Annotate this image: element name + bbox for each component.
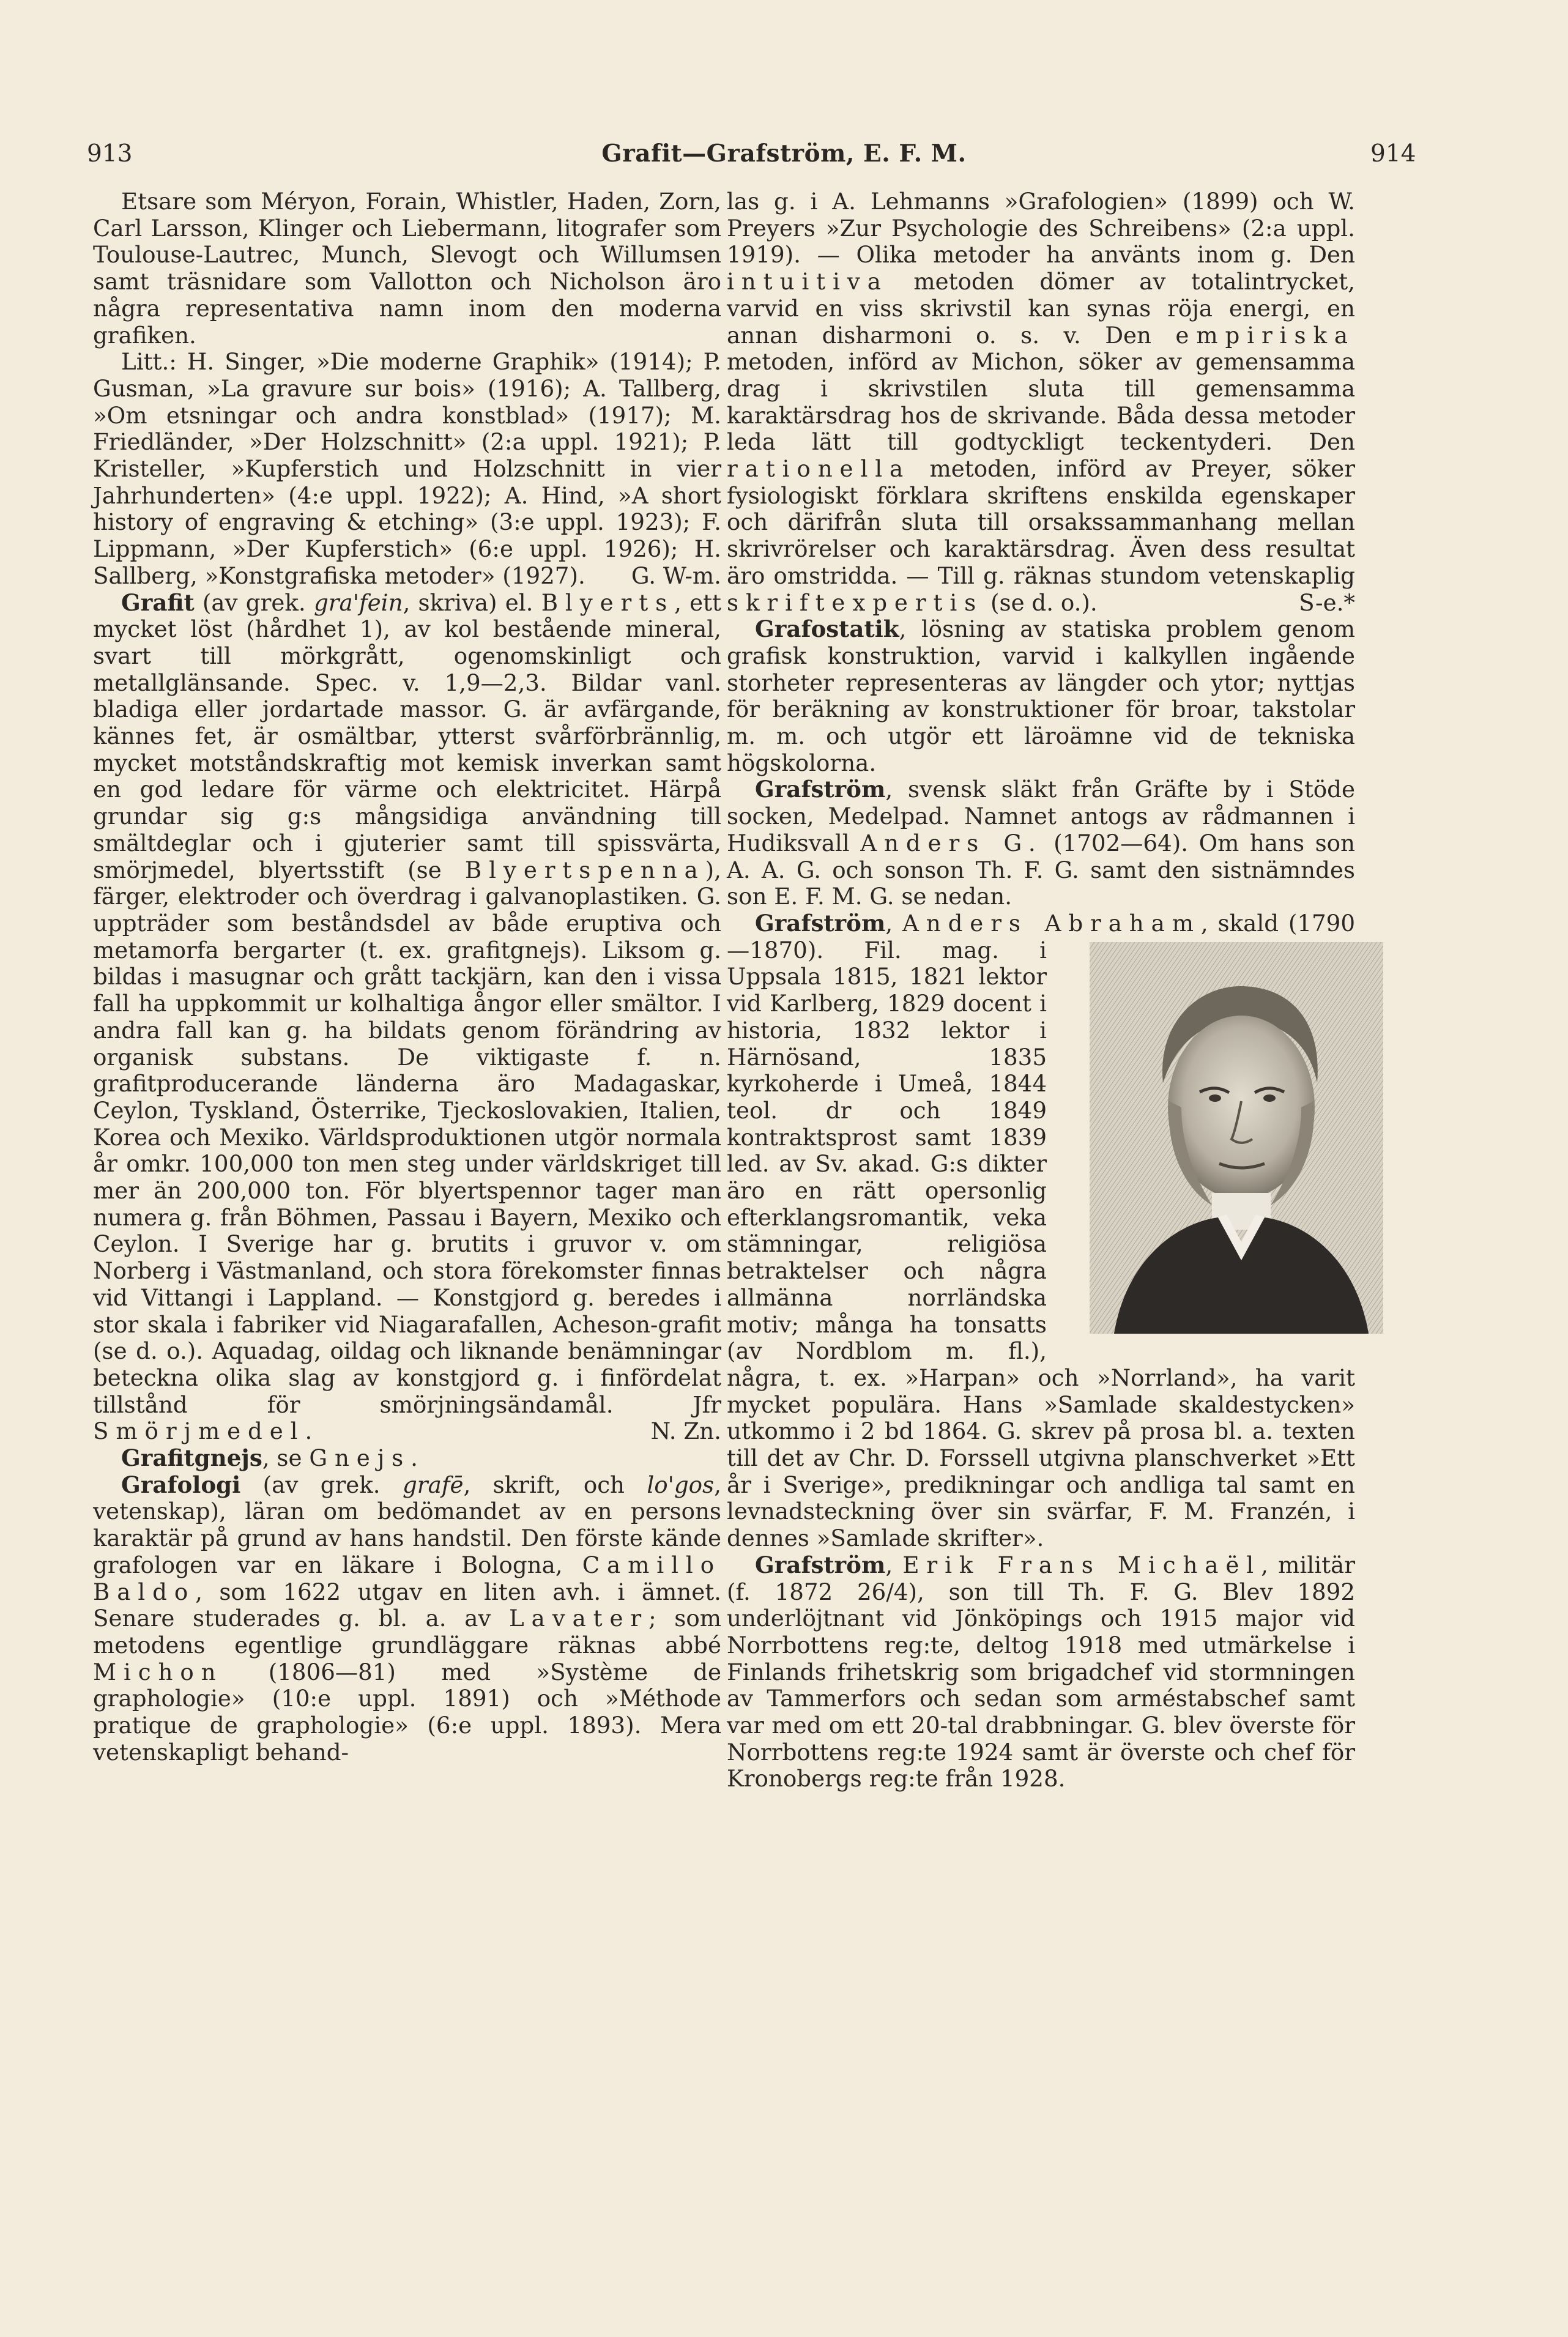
birth-date: 26/4 [857, 1578, 908, 1605]
headword-grafit: Grafit [121, 589, 195, 616]
spaced-term: intuitiva [727, 268, 888, 295]
text: metoden, införd av Preyer, söker fysiologiskt förklara skriftens enskilda egenskaper och därifrån sluta till orsakssammanhang mellan skrivrörelser och karaktärsdrag. Även dess resultat äro omstridda. — Till g. räknas stundom vetenskaplig [727, 455, 1355, 589]
text: metoden dömer av totalintrycket, varvid en viss skrivstil kan synas röja energi, en annan disharmoni o. s. v. Den [727, 268, 1355, 349]
text: las g. i A. Lehmanns »Grafologien» (1899) och W. Preyers »Zur Psychologie des Schreibens» (2:a uppl. 1919). — Olika metoder ha använts inom g. Den [727, 188, 1355, 269]
paragraph-litt [93, 349, 721, 589]
running-head: Grafit—Grafström, E. F. M. [601, 139, 967, 168]
grafologi-continuation [727, 188, 1355, 616]
page-number-right: 914 [1370, 140, 1416, 168]
text: , militär (f. 1872 [727, 1551, 1355, 1605]
entry-grafstrom-erik-frans-michael: Grafström, Erik Frans Michaël, militär (f. 1872 26/4), son till Th. F. G. Blev 1892 underlöjtnant vid Jönköpings och 1915 major vid Norrbottens reg:te, deltog 1918 med utmärkelse i Finlands frihetskrig som brigadchef vid stormningen av Tammerfors och sedan som arméstabschef samt var med om ett 20-tal drabbningar. G. blev överste för Norrbottens reg:te 1924 samt är överste och chef för Kronobergs reg:te från 1928. [727, 1551, 1355, 1793]
text: , skriva) el. [403, 589, 541, 616]
text: metoden, införd av Michon, söker av gemensamma drag i skrivstilen sluta till gemensamma karaktärsdrag hos de skrivande. Båda dessa metoder leda lätt till godtyckligt teckentyderi. Den [727, 348, 1355, 456]
litt-text: Litt.: H. Singer, »Die moderne Graphik» (1914); P. Gusman, »La gravure sur bois» (1916); A. Tallberg, »Om etsningar och andra konstblad» (1917); M. Friedländer, »Der Holzschnitt» (2:a uppl. 1921); P. Kristeller, »Kupferstich und Holzschnitt in vier Jahrhunderten» (4:e uppl. 1922); A. Hind, »A short history of engraving & etching» (3:e uppl. 1923); F. Lippmann, »Der Kupferstich» (6:e uppl. 1926); H. Sallberg, »Konstgrafiska metoder» (1927). [93, 348, 721, 589]
page-number-left: 913 [87, 140, 133, 168]
text: , svensk släkt från Gräfte by i Stöde socken, Medelpad. Namnet antogs av rådmannen i Hudiksvall [727, 776, 1355, 856]
right-column [727, 188, 1355, 1793]
signature: S-e.* [1299, 589, 1355, 616]
text: ; som metodens egentlige grundläggare räknas abbé [93, 1605, 722, 1659]
greek-term: grafē [402, 1471, 464, 1498]
text: , ett mycket löst (hårdhet 1), av kol bestående mineral, svart till mörkgrått, ogenomskinligt och metallglänsande. Spec. v. 1,9—2,3. Bildar vanl. bladiga eller jordartade massor. G. är avfärgande, kännes fet, är osmältbar, ytterst svårförbrännlig, mycket motståndskraftig mot kemisk inverkan samt en god ledare för värme och elektricitet. Härpå grundar sig g:s mångsidiga användning till smältdeglar och i gjuterier samt till spissvärta, smörjmedel, blyertsstift (se [93, 589, 721, 883]
text: , se [262, 1444, 310, 1472]
headword-grafologi: Grafologi [121, 1471, 241, 1498]
paragraph-etsare: Etsare som Méryon, Forain, Whistler, Haden, Zorn, Carl Larsson, Klinger och Liebermann, litografer som Toulouse-Lautrec, Munch, Slevogt och Willumsen samt träsnidare som Vallotton och Nicholson äro några representativa namn inom den moderna grafiken. [93, 188, 721, 349]
text: , som 1622 utgav en liten avh. i ämnet. Senare studerades g. bl. a. av [93, 1578, 721, 1632]
spaced-term: skriftexpertis [727, 589, 984, 616]
spaced-term: Blyerts [541, 589, 675, 616]
text: (se d. o.). [983, 589, 1098, 616]
headword-grafstrom: Grafström [755, 776, 886, 803]
text: ), son till Th. F. G. Blev 1892 underlöjtnant vid Jönköpings och 1915 major vid Norrbottens reg:te, deltog 1918 med utmärkelse i Finlands frihetskrig som brigadchef vid stormningen av Tammerfors och sedan som arméstabschef samt var med om ett 20-tal drabbningar. G. blev överste för Norrbottens reg:te 1924 samt är överste och chef för Kronobergs reg:te från 1928. [727, 1578, 1355, 1793]
spaced-term: Erik Frans Michaël [902, 1551, 1261, 1578]
text: (av grek. [240, 1471, 403, 1498]
spaced-term: Smörjmedel [93, 1417, 305, 1445]
text: ), färger, elektroder och överdrag i galvanoplastiken. G. uppträder som beståndsdel av både eruptiva och metamorfa bergarter (t. ex. grafitgnejs). Liksom g. bildas i masugnar och grått tackjärn, kan den i vissa fall ha uppkommit ur kolhaltiga ångor eller smältor. I andra fall kan g. ha bildats genom förändring av organisk substans. De viktigaste f. n. grafitproducerande länderna äro Madagaskar, Ceylon, Tyskland, Österrike, Tjeckoslovakien, Italien, Korea och Mexiko. Världsproduktionen utgör normala år omkr. 100,000 ton men steg under världskriget till mer än 200,000 ton. För blyertspennor tager man numera g. från Böhmen, Passau i Bayern, Mexiko och Ceylon. I Sverige har g. brutits i gruvor v. om Norberg i Västmanland, och stora förekomster finnas vid Vittangi i Lappland. — Konstgjord g. beredes i stor skala i fabriker vid Niagarafallen, Acheson-grafit (se d. o.). Aquadag, oildag och liknande benämningar beteckna olika slag av konstgjord g. i finfördelat tillstånd för smörjningsändamål. Jfr [93, 856, 721, 1418]
entry-grafit [93, 590, 721, 1446]
signature: N. Zn. [650, 1417, 721, 1445]
headword-grafostatik: Grafostatik [755, 615, 899, 643]
entry-grafstrom-anders-abraham: Grafström, Anders Abraham , skald (1790—1870). Fil. mag. i Uppsala 1815, 1821 lektor vid Karlberg, 1829 docent i historia, 1832 lektor i Härnösand, 1835 kyrkoherde i Umeå, 1844 teol. dr och 1849 kontraktsprost samt 1839 led. av Sv. akad. G:s dikter äro en rätt opersonlig efterklangsromantik, veka stämningar, religiösa betraktelser och några allmänna norrländska motiv; många ha tonsatts (av Nordblom m. fl.), några, t. ex. »Harpan» och »Norrland», ha varit mycket populära. Hans »Samlade skaldestycken» utkommo i 2 bd 1864. G. skrev på prosa bl. a. texten till det av Chr. D. Forssell utgivna planschverket »Ett år i Sverige», predikningar och andliga tal samt en levnadsteckning över sin svärfar, F. M. Franzén, i dennes »Samlade skrifter». [727, 910, 1355, 1552]
greek-term: gra'fein [313, 589, 403, 616]
text: . [305, 1417, 313, 1445]
headword-grafitgnejs: Grafitgnejs [121, 1444, 262, 1472]
greek-term: lo'gos [647, 1471, 715, 1498]
spaced-term: rationella [727, 455, 911, 483]
text: (1702—64). Om hans son A. A. G. och sonson Th. F. G. samt den sistnämndes son E. F. M. G. se nedan. [727, 829, 1355, 910]
text: , skrift, och [463, 1471, 647, 1498]
entry-grafitgnejs [93, 1445, 721, 1472]
entry-grafostatik [727, 616, 1355, 776]
left-column [93, 188, 721, 1766]
spaced-term: Blyertspenna [464, 856, 705, 883]
spaced-term: Anders G. [860, 829, 1043, 856]
spaced-term: empiriska [1175, 321, 1355, 349]
spaced-term: Michon [93, 1658, 223, 1685]
text: , lösning av statiska problem genom grafisk konstruktion, varvid i kalkyllen ingående storheter representeras av längder och ytor; nyttjas för beräkning av konstruktioner för broar, takstolar m. m. och utgör ett läroämne vid de tekniska högskolorna. [727, 615, 1355, 776]
engraved-portrait-icon [1090, 942, 1383, 1334]
text: (1806—81) med »Système de graphologie» (10:e uppl. 1891) och »Méthode pratique de graphologie» (6:e uppl. 1893). Mera vetenskapligt behand- [93, 1658, 721, 1766]
headword-grafstrom: Grafström [755, 909, 886, 937]
entry-grafstrom-family [727, 776, 1355, 910]
text: (av grek. [194, 589, 314, 616]
spaced-term: Camillo Baldo [93, 1551, 721, 1605]
signature: G. W-m. [631, 562, 721, 589]
headword-grafstrom: Grafström [755, 1551, 886, 1578]
spaced-term: Gnejs [309, 1444, 411, 1472]
portrait [1061, 942, 1355, 1334]
entry-grafologi [93, 1472, 721, 1766]
text: , skald (1790—1870). Fil. mag. i Uppsala 1815, 1821 lektor vid Karlberg, 1829 docent i historia, 1832 lektor i Härnösand, 1835 kyrkoherde i Umeå, 1844 teol. dr och 1849 kontraktsprost samt 1839 led. av Sv. akad. G:s dikter äro en rätt opersonlig efterklangsromantik, veka stämningar, religiösa betraktelser och några allmänna norrländska motiv; många ha tonsatts (av Nordblom m. fl.), några, t. ex. »Harpan» och »Norrland», ha varit mycket populära. Hans »Samlade skaldestycken» utkommo i 2 bd 1864. G. skrev på prosa bl. a. texten till det av Chr. D. Forssell utgivna planschverket »Ett år i Sverige», predikningar och andliga tal samt en levnadsteckning över sin svärfar, F. M. Franzén, i dennes »Samlade skrifter». [727, 909, 1355, 1552]
spaced-term: Lavater [509, 1605, 649, 1632]
spaced-term: Anders Abraham [902, 909, 1201, 937]
text: , vetenskap), läran om bedömandet av en persons karaktär på grund av hans handstil. Den förste kände grafologen var en läkare i Bologna, [93, 1471, 721, 1578]
text: . [411, 1444, 418, 1472]
